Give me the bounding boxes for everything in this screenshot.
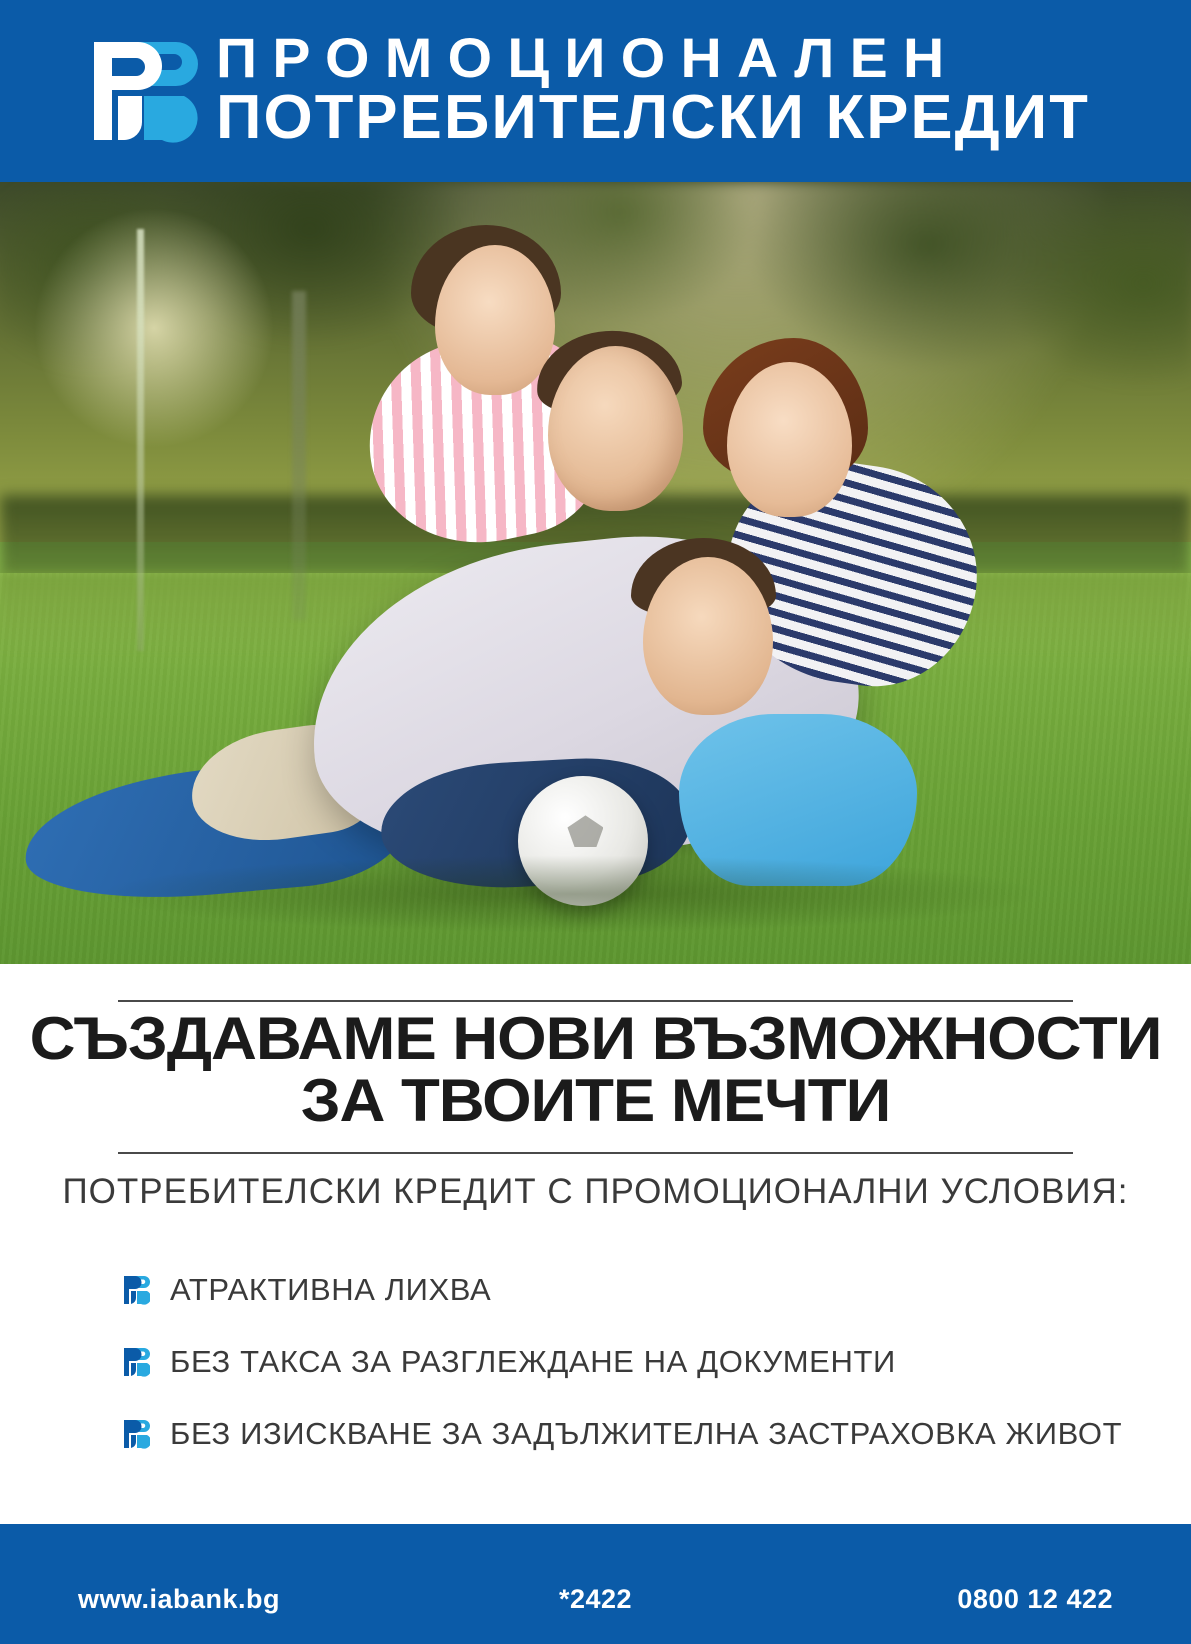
content-section	[0, 964, 1191, 1524]
list-item-label: АТРАКТИВНА ЛИХВА	[170, 1272, 492, 1307]
iabank-bullet-icon	[120, 1275, 150, 1305]
photo-ground-shadow	[95, 855, 1048, 933]
footer-bar	[0, 1524, 1191, 1644]
list-item	[120, 1254, 1080, 1326]
footer-phone-number[interactable]: 0800 12 422	[957, 1584, 1113, 1614]
headline-line1: СЪЗДАВАМЕ НОВИ ВЪЗМОЖНОСТИ	[29, 1005, 1162, 1072]
footer-short-number[interactable]: *2422	[558, 1584, 633, 1614]
headline-line2: ЗА ТВОИТЕ МЕЧТИ	[300, 1066, 891, 1134]
subheadline: ПОТРЕБИТЕЛСКИ КРЕДИТ С ПРОМОЦИОНАЛНИ УСЛОВИЯ:	[62, 1172, 1129, 1211]
photo-lamp-post	[137, 229, 144, 651]
photo-lamp-post-secondary	[292, 291, 306, 619]
header-title-line2: ПОТРЕБИТЕЛСКИ КРЕДИТ	[216, 82, 1090, 152]
header-title-line1: ПРОМОЦИОНАЛЕН	[216, 25, 960, 89]
list-item	[120, 1398, 1123, 1470]
iabank-bullet-icon	[120, 1347, 150, 1377]
divider-top	[118, 1000, 1073, 1002]
benefits-list	[120, 1254, 1123, 1470]
divider-bottom	[118, 1152, 1073, 1154]
page-title	[0, 1005, 1191, 1134]
iabank-bullet-icon	[120, 1419, 150, 1449]
hero-photo	[0, 182, 1191, 964]
photo-girl-face	[435, 245, 555, 395]
list-item	[120, 1326, 1080, 1398]
iabank-logo-icon	[78, 36, 198, 146]
header-banner	[0, 0, 1191, 182]
photo-mother-face	[727, 362, 852, 517]
photo-father-face	[548, 346, 683, 511]
photo-sun-flare	[24, 198, 284, 458]
list-item-label: БЕЗ ИЗИСКВАНЕ ЗА ЗАДЪЛЖИТЕЛНА ЗАСТРАХОВКА ЖИВОТ	[170, 1416, 1123, 1451]
footer-website-link[interactable]: www.iabank.bg	[78, 1584, 281, 1614]
list-item-label: БЕЗ ТАКСА ЗА РАЗГЛЕЖДАНЕ НА ДОКУМЕНТИ	[170, 1344, 896, 1379]
photo-boy-face	[643, 557, 773, 715]
header-title-block	[216, 25, 1090, 152]
